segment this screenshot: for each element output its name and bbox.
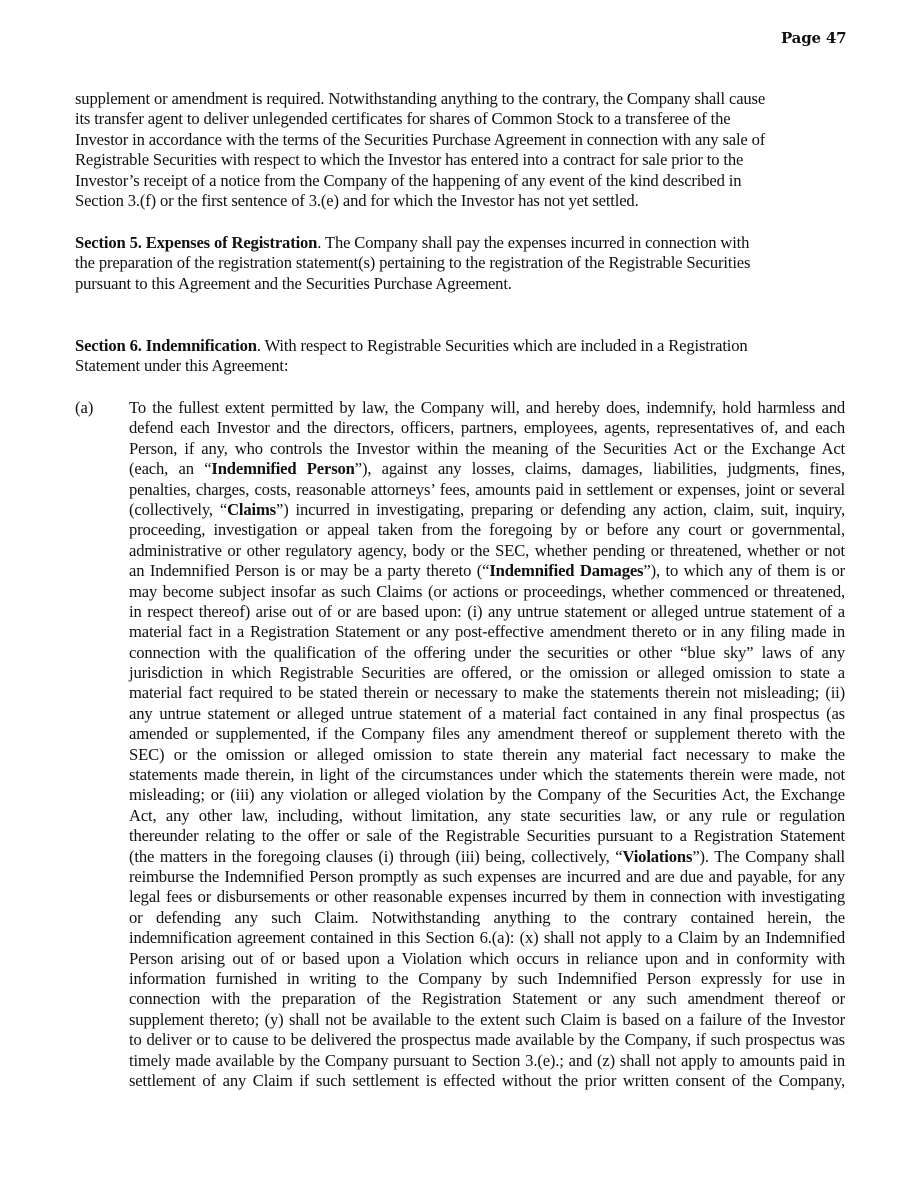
text-run: ”), to which any of them is or [643, 561, 845, 581]
text-line [129, 561, 845, 581]
text-line: pursuant to this Agreement and the Securities Purchase Agreement. [75, 273, 512, 293]
text-run: . The Company shall pay the expenses incurred in connection with [317, 233, 750, 252]
text-line: amended or supplemented, if the Company files any amendment thereof or supplement thereto with the [129, 724, 845, 744]
section-heading: Section 6. Indemnification [75, 336, 257, 355]
text-line: Person, if any, who controls the Investor within the meaning of the Securities Act or the Exchange Act [129, 438, 845, 458]
page-number: Page 47 [781, 29, 847, 47]
text-line: To the fullest extent permitted by law, the Company will, and hereby does, indemnify, hold harmless and [129, 398, 845, 417]
text-line: to deliver or to cause to be delivered the prospectus made available by the Company, if such prospectus was [129, 1030, 845, 1050]
text-line: material fact required to be stated therein or necessary to make the statements therein not misleading; (ii) [129, 683, 845, 703]
text-line: information furnished in writing to the Company by such Indemnified Person expressly for use in [129, 968, 845, 988]
text-line: legal fees or disbursements or other reasonable expenses incurred by them in connection with investigating [129, 887, 845, 907]
text-line [75, 233, 843, 253]
section-6-indemnification [75, 336, 843, 377]
defined-term: Violations [622, 846, 693, 866]
text-line: indemnification agreement contained in this Section 6.(a): (x) shall not apply to a Claim by an Indemnified [129, 928, 845, 948]
text-line: misleading; or (iii) any violation or alleged violation by the Company of the Securities Act, the Exchange [129, 785, 845, 805]
text-line: supplement thereto; (y) shall not be available to the extent such Claim is based on a failure of the Investor [129, 1009, 845, 1029]
section-5-expenses [75, 233, 843, 294]
text-line: any untrue statement or alleged untrue statement of a material fact contained in any final prospectus (as [129, 703, 845, 723]
text-line: may become subject insofar as such Claims (or actions or proceedings, whether commenced or threatened, [129, 581, 845, 601]
defined-term: Indemnified Person [211, 459, 355, 479]
text-line: proceeding, investigation or appeal taken from the foregoing by or before any court or governmental, [129, 520, 845, 540]
text-run: ”) incurred in investigating, preparing or defending any action, claim, suit, inquiry, [275, 499, 845, 519]
text-run: ”), against any losses, claims, damages, liabilities, judgments, fines, [354, 459, 845, 479]
text-run: (collectively, “ [129, 499, 228, 519]
section-heading: Section 5. Expenses of Registration [75, 233, 318, 252]
text-line: the preparation of the registration statement(s) pertaining to the registration of the Registrable Securities [75, 253, 751, 273]
continuation-paragraph [75, 89, 843, 211]
text-line: Act, any other law, including, without limitation, any state securities law, or any rule or regulation [129, 805, 845, 825]
text-line: defend each Investor and the directors, officers, partners, employees, agents, representatives of, and each [129, 418, 845, 438]
text-line: its transfer agent to deliver unlegended certificates for shares of Common Stock to a transferee of the [75, 109, 731, 129]
text-line: Statement under this Agreement: [75, 356, 289, 376]
text-line: administrative or other regulatory agency, body or the SEC, whether pending or threatened, whether or not [129, 540, 845, 560]
text-line: in respect thereof) arise out of or are based upon: (i) any untrue statement or alleged untrue statement of a [129, 601, 845, 621]
text-run: . With respect to Registrable Securities which are included in a Registration [256, 336, 748, 355]
list-marker: (a) [75, 398, 94, 417]
text-line: Registrable Securities with respect to which the Investor has entered into a contract for sale prior to the [75, 150, 744, 170]
text-line: Section 3.(f) or the first sentence of 3.(e) and for which the Investor has not yet settled. [75, 190, 639, 210]
text-line: jurisdiction in which Registrable Securities are offered, or the omission or alleged omission to state a [129, 663, 845, 683]
text-line: timely made available by the Company pursuant to Section 3.(e).; and (z) shall not apply to amounts paid in [129, 1050, 845, 1070]
text-run: (each, an “ [129, 459, 212, 479]
text-line: reimburse the Indemnified Person promptly as such expenses are incurred and are due and payable, for any [129, 866, 845, 886]
text-line [129, 459, 845, 479]
text-line: settlement of any Claim if such settlement is effected without the prior written consent of the Company, [129, 1070, 845, 1090]
text-line: connection with the preparation of the Registration Statement or any such amendment thereof or [129, 989, 845, 1009]
text-line: SEC) or the omission or alleged omission to state therein any material fact necessary to make the [129, 744, 845, 764]
text-line: thereunder relating to the offer or sale of the Registrable Securities pursuant to a Registration Statement [129, 826, 845, 846]
text-line: statements made therein, in light of the circumstances under which the statements therein were made, not [129, 765, 845, 785]
defined-term: Indemnified Damages [489, 561, 644, 581]
text-line: Investor in accordance with the terms of the Securities Purchase Agreement in connection with any sale of [75, 129, 766, 149]
text-line: Investor’s receipt of a notice from the Company of the happening of any event of the kind described in [75, 170, 742, 190]
text-line [75, 336, 843, 356]
clause-6a-body [129, 398, 845, 1091]
text-line: material fact in a Registration Statement or any post-effective amendment thereto or in any filing made in [129, 622, 845, 642]
text-line [129, 500, 845, 520]
text-run: (the matters in the foregoing clauses (i) through (iii) being, collectively, “ [129, 846, 623, 866]
text-line: connection with the qualification of the offering under the securities or other “blue sky” laws of any [129, 642, 845, 662]
text-line: or defending any such Claim. Notwithstanding anything to the contrary contained herein, the [129, 907, 845, 927]
defined-term: Claims [227, 499, 276, 519]
text-line: supplement or amendment is required. Notwithstanding anything to the contrary, the Company shall cause [75, 89, 766, 108]
text-run: ”). The Company shall [692, 846, 846, 866]
text-run: an Indemnified Person is or may be a party thereto (“ [129, 561, 490, 581]
text-line: Person arising out of or based upon a Violation which occurs in reliance upon and in conformity with [129, 948, 845, 968]
text-line [129, 847, 845, 867]
text-line: penalties, charges, costs, reasonable attorneys’ fees, amounts paid in settlement or expenses, joint or several [129, 479, 845, 499]
